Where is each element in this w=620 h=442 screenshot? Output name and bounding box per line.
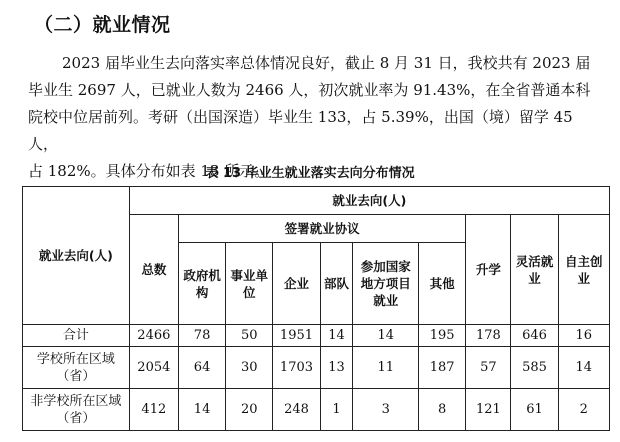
header-signed-agreement: 签署就业协议: [178, 215, 465, 243]
cell-value: 646: [511, 325, 558, 347]
cell-value: 30: [226, 347, 273, 389]
cell-value: 11: [353, 347, 419, 389]
cell-value: 2: [558, 389, 609, 431]
header-other: 其他: [419, 243, 466, 325]
cell-value: 16: [558, 325, 609, 347]
cell-value: 8: [419, 389, 466, 431]
cell-value: 2054: [129, 347, 178, 389]
employment-destination-table: [22, 186, 610, 431]
cell-value: 64: [178, 347, 225, 389]
cell-value: 61: [511, 389, 558, 431]
cell-value: 121: [466, 389, 511, 431]
header-further-study: 升学: [466, 215, 511, 325]
header-self-employed: 自主创业: [558, 215, 609, 325]
header-government: 政府机构: [178, 243, 225, 325]
header-institution: 事业单位: [226, 243, 273, 325]
row-label: 非学校所在区域（省）: [23, 389, 130, 431]
header-flexible: 灵活就业: [511, 215, 558, 325]
cell-value: 2466: [129, 325, 178, 347]
table-caption: 表 13 毕业生就业落实去向分布情况: [205, 166, 415, 181]
cell-value: 3: [353, 389, 419, 431]
cell-value: 178: [466, 325, 511, 347]
cell-value: 78: [178, 325, 225, 347]
header-army: 部队: [320, 243, 353, 325]
header-enterprise: 企业: [273, 243, 320, 325]
cell-value: 50: [226, 325, 273, 347]
paragraph-line: 毕业生 2697 人，已就业人数为 2466 人，初次就业率为 91.43%，在全省普通本科: [28, 81, 591, 99]
cell-value: 57: [466, 347, 511, 389]
group-header-cell: 就业去向(人): [129, 187, 609, 215]
row-header-cell: 就业去向(人): [23, 187, 130, 325]
row-label: 合计: [23, 325, 130, 347]
section-heading: （二）就业情况: [34, 14, 171, 36]
header-total: 总数: [129, 215, 178, 325]
cell-value: 14: [558, 347, 609, 389]
cell-value: 14: [353, 325, 419, 347]
cell-value: 195: [419, 325, 466, 347]
table-row: [23, 389, 610, 431]
cell-value: 187: [419, 347, 466, 389]
cell-value: 248: [273, 389, 320, 431]
table-row: [23, 325, 610, 347]
paragraph-line: 院校中位居前列。考研（出国深造）毕业生 133，占 5.39%，出国（境）留学 45 人，: [28, 108, 573, 153]
cell-value: 20: [226, 389, 273, 431]
cell-value: 14: [320, 325, 353, 347]
cell-value: 585: [511, 347, 558, 389]
header-local-project: 参加国家地方项目就业: [353, 243, 419, 325]
cell-value: 14: [178, 389, 225, 431]
cell-value: 13: [320, 347, 353, 389]
cell-value: 1703: [273, 347, 320, 389]
cell-value: 1: [320, 389, 353, 431]
cell-value: 412: [129, 389, 178, 431]
row-label: 学校所在区域（省）: [23, 347, 130, 389]
paragraph-line: 占 182%。具体分布如表 13 所示。: [28, 162, 270, 180]
table-row: [23, 347, 610, 389]
paragraph-line: 2023 届毕业生去向落实率总体情况良好，截止 8 月 31 日，我校共有 2023 届: [62, 54, 591, 72]
cell-value: 1951: [273, 325, 320, 347]
